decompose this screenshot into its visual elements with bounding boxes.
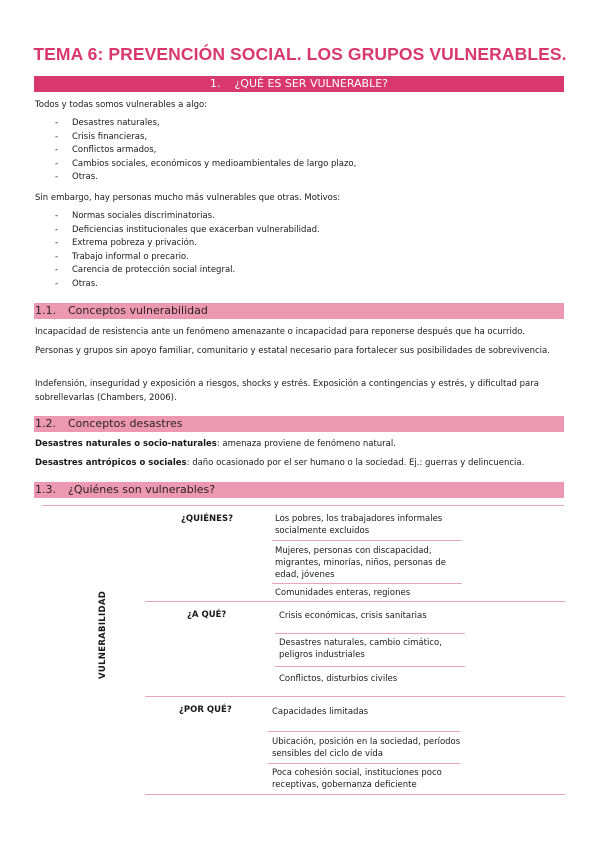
divider <box>268 763 460 764</box>
list-item: - Otras. <box>55 172 98 182</box>
list-item: - Otras. <box>55 278 98 289</box>
section-number: 1. <box>209 77 221 90</box>
term: Desastres naturales o socio-naturales <box>35 439 217 449</box>
page-title: TEMA 6: PREVENCIÓN SOCIAL. LOS GRUPOS VULNERABLES. <box>33 44 567 64</box>
list-item: - Conflictos armados, <box>55 145 157 155</box>
diagram-item: Mujeres, personas con discapacidad, migrantes, minorías, niños, personas de edad, jóvenes <box>275 546 446 580</box>
definition-paragraph: Incapacidad de resistencia ante un fenómeno amenazante o incapacidad para reponerse después que ha ocurrido. <box>35 327 525 337</box>
divider <box>275 666 465 667</box>
list-item: - Desastres naturales, <box>55 118 160 128</box>
divider <box>275 633 465 634</box>
list-item: - Trabajo informal o precario. <box>55 251 189 262</box>
diagram-item: Crisis económicas, crisis sanitarias <box>279 611 427 621</box>
section-heading: Conceptos desastres <box>68 417 183 430</box>
diagram-item: Capacidades limitadas <box>272 707 369 717</box>
list-item: - Normas sociales discriminatorias. <box>55 211 215 221</box>
definition-paragraph: Personas y grupos sin apoyo familiar, comunitario y estatal necesario para fortalecer sus posibilidades de sobrevivencia. <box>35 346 550 356</box>
section-heading: Conceptos vulnerabilidad <box>68 304 208 317</box>
category-quienes: ¿QUIÉNES? <box>181 514 234 524</box>
diagram-item: Poca cohesión social, instituciones poco receptivas, gobernanza deficiente <box>272 768 442 790</box>
section-number: 1.2. <box>35 417 56 430</box>
list-item: - Deficiencias institucionales que exacerban vulnerabilidad. <box>55 224 320 235</box>
disaster-type-paragraph: Desastres antrópicos o sociales: daño ocasionado por el ser humano o la sociedad. Ej.: guerras y delincuencia. <box>35 458 525 468</box>
list-item: - Carencia de protección social integral. <box>55 265 236 275</box>
divider <box>42 505 564 506</box>
section-1-intro: Todos y todas somos vulnerables a algo: <box>35 100 208 110</box>
category-a-que: ¿A QUÉ? <box>187 610 227 620</box>
section-number: 1.1. <box>35 304 56 317</box>
divider <box>145 696 565 697</box>
diagram-item: Ubicación, posición en la sociedad, períodos sensibles del ciclo de vida <box>272 737 461 759</box>
divider <box>272 583 462 584</box>
diagram-item: Comunidades enteras, regiones <box>275 588 411 598</box>
list-item: - Cambios sociales, económicos y medioambientales de largo plazo, <box>55 158 357 169</box>
diagram-root-label: VULNERABILIDAD <box>98 590 108 679</box>
category-por-que: ¿POR QUÉ? <box>179 705 232 715</box>
divider <box>268 731 460 732</box>
section-1-intro-2: Sin embargo, hay personas mucho más vulnerables que otras. Motivos: <box>35 193 341 203</box>
term: Desastres antrópicos o sociales <box>35 458 187 468</box>
diagram-item: Conflictos, disturbios civiles <box>279 674 398 684</box>
section-number: 1.3. <box>35 483 56 496</box>
diagram-item: Los pobres, los trabajadores informales socialmente excluidos <box>275 514 443 536</box>
divider <box>272 540 462 541</box>
section-heading: ¿Quiénes son vulnerables? <box>68 483 216 496</box>
definition-paragraph: Indefensión, inseguridad y exposición a riesgos, shocks y estrés. Exposición a contingencias y estrés, y dificultad para sobrellevarlas (Chambers, 2006). <box>35 379 539 403</box>
disaster-type-paragraph: Desastres naturales o socio-naturales: amenaza proviene de fenómeno natural. <box>35 439 396 449</box>
divider <box>145 601 565 602</box>
diagram-item: Desastres naturales, cambio cimático, peligros industriales <box>279 638 442 660</box>
divider <box>145 794 565 795</box>
list-item: - Extrema pobreza y privación. <box>55 238 197 248</box>
list-item: - Crisis financieras, <box>55 131 148 142</box>
section-heading: ¿QUÉ ES SER VULNERABLE? <box>234 77 389 90</box>
